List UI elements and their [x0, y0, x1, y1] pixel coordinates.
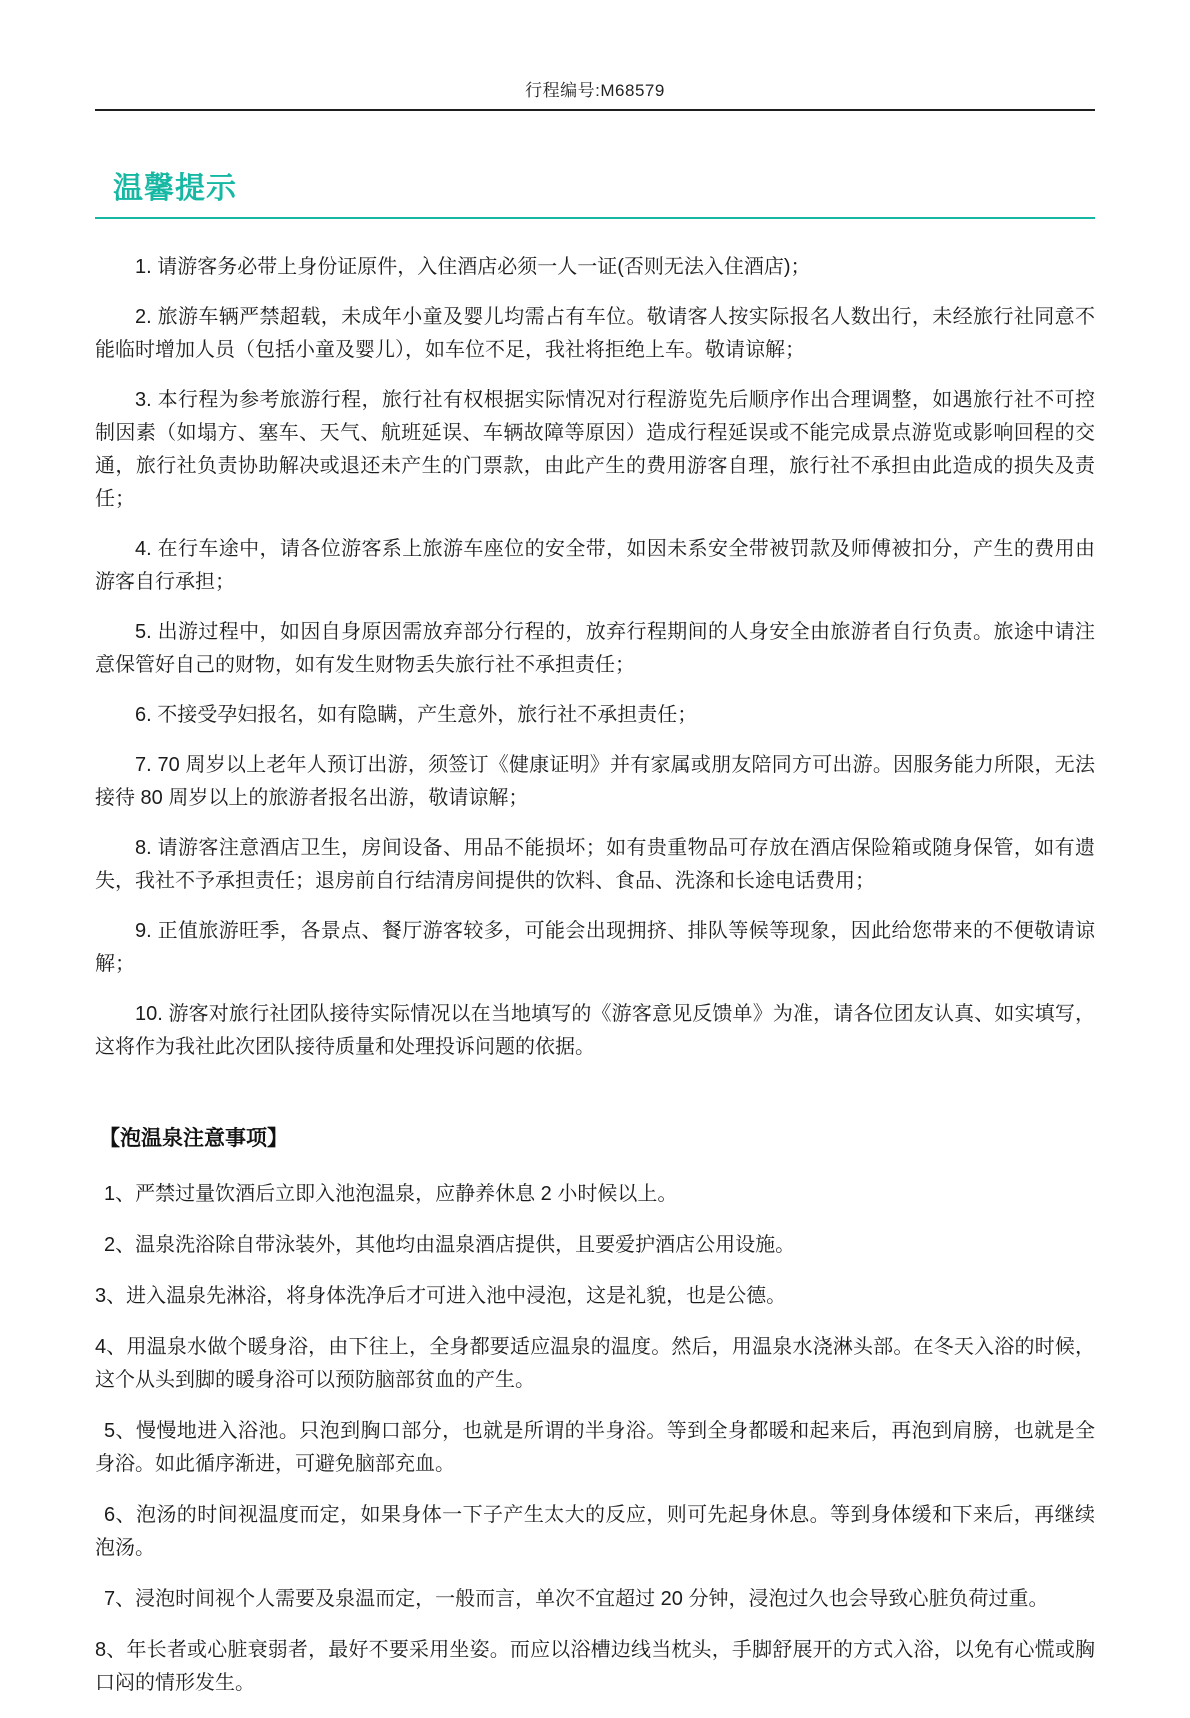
tips-title-section — [95, 163, 1095, 219]
hot-spring-item-4: 4、用温泉水做个暖身浴，由下往上，全身都要适应温泉的温度。然后，用温泉水浇淋头部。在冬天入浴的时候，这个从头到脚的暖身浴可以预防脑部贫血的产生。 — [95, 1336, 1095, 1391]
tip-item-6: 6. 不接受孕妇报名，如有隐瞒，产生意外，旅行社不承担责任； — [135, 704, 698, 726]
tip-item-10: 10. 游客对旅行社团队接待实际情况以在当地填写的《游客意见反馈单》为准，请各位团友认真、如实填写，这将作为我社此次团队接待质量和处理投诉问题的依据。 — [95, 1003, 1095, 1058]
tip-item-3: 3. 本行程为参考旅游行程，旅行社有权根据实际情况对行程游览先后顺序作出合理调整，如遇旅行社不可控制因素（如塌方、塞车、天气、航班延误、车辆故障等原因）造成行程延误或不能完成景点游览或影响回程的交通，旅行社负责协助解决或退还未产生的门票款，由此产生的费用游客自理，旅行社不承担由此造成的损失及责任； — [95, 389, 1095, 510]
hot-spring-section-title: 【泡温泉注意事项】 — [99, 1127, 288, 1150]
hot-spring-item-2: 2、温泉洗浴除自带泳装外，其他均由温泉酒店提供，且要爱护酒店公用设施。 — [104, 1234, 796, 1256]
tips-list — [95, 251, 1095, 1064]
hot-spring-item-7: 7、浸泡时间视个人需要及泉温而定，一般而言，单次不宜超过 20 分钟，浸泡过久也会导致心脏负荷过重。 — [104, 1588, 1049, 1610]
tip-item-8: 8. 请游客注意酒店卫生，房间设备、用品不能损坏；如有贵重物品可存放在酒店保险箱或随身保管，如有遗失，我社不予承担责任；退房前自行结清房间提供的饮料、食品、洗涤和长途电话费用； — [95, 837, 1095, 892]
tip-item-7: 7. 70 周岁以上老年人预订出游，须签订《健康证明》并有家属或朋友陪同方可出游。因服务能力所限，无法接待 80 周岁以上的旅游者报名出游，敬请谅解； — [95, 754, 1095, 809]
page-title: 温馨提示 — [113, 172, 237, 205]
hot-spring-item-8: 8、年长者或心脏衰弱者，最好不要采用坐姿。而应以浴槽边线当枕头，手脚舒展开的方式入浴，以免有心慌或胸口闷的情形发生。 — [95, 1639, 1095, 1694]
tip-item-9: 9. 正值旅游旺季，各景点、餐厅游客较多，可能会出现拥挤、排队等候等现象，因此给您带来的不便敬请谅解； — [95, 920, 1095, 975]
tip-item-4: 4. 在行车途中，请各位游客系上旅游车座位的安全带，如因未系安全带被罚款及师傅被扣分，产生的费用由游客自行承担； — [95, 538, 1095, 593]
tip-item-5: 5. 出游过程中，如因自身原因需放弃部分行程的，放弃行程期间的人身安全由旅游者自行负责。旅途中请注意保管好自己的财物，如有发生财物丢失旅行社不承担责任； — [95, 621, 1095, 676]
hot-spring-item-3: 3、进入温泉先淋浴，将身体洗净后才可进入池中浸泡，这是礼貌，也是公德。 — [95, 1285, 787, 1307]
hot-spring-item-5: 5、慢慢地进入浴池。只泡到胸口部分，也就是所谓的半身浴。等到全身都暖和起来后，再泡到肩膀，也就是全身浴。如此循序渐进，可避免脑部充血。 — [95, 1420, 1095, 1475]
trip-number: 行程编号:M68579 — [525, 81, 665, 100]
document-header — [95, 0, 1095, 111]
header-divider — [95, 109, 1095, 111]
hot-spring-item-6: 6、泡汤的时间视温度而定，如果身体一下子产生太大的反应，则可先起身休息。等到身体缓和下来后，再继续泡汤。 — [95, 1504, 1095, 1559]
tip-item-1: 1. 请游客务必带上身份证原件，入住酒店必须一人一证(否则无法入住酒店)； — [135, 256, 811, 278]
hot-spring-list — [95, 1178, 1095, 1700]
hot-spring-item-1: 1、严禁过量饮酒后立即入池泡温泉，应静养休息 2 小时候以上。 — [104, 1183, 678, 1205]
tip-item-2: 2. 旅游车辆严禁超载，未成年小童及婴儿均需占有车位。敬请客人按实际报名人数出行，未经旅行社同意不能临时增加人员（包括小童及婴儿），如车位不足，我社将拒绝上车。敬请谅解； — [95, 306, 1095, 361]
